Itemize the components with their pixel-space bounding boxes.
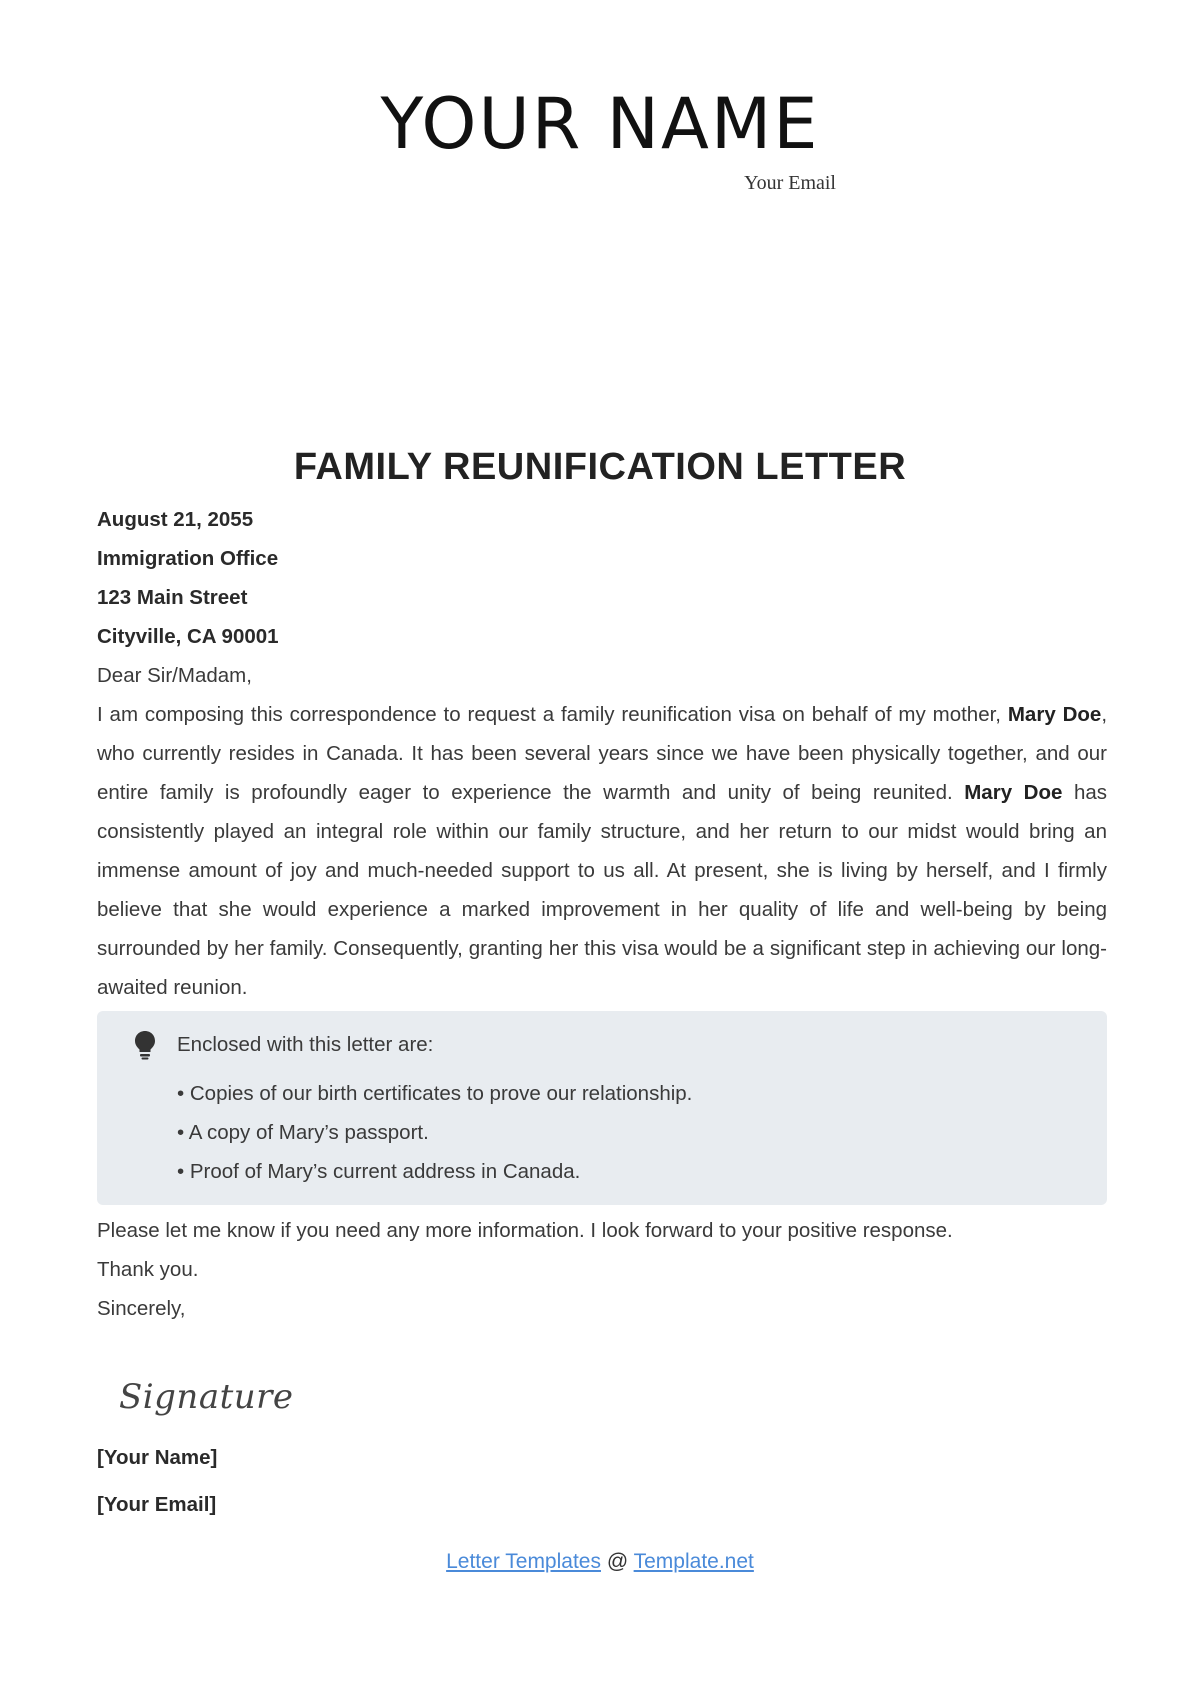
- list-item: • Copies of our birth certificates to prove our relationship.: [177, 1074, 1087, 1113]
- footer: [0, 1550, 1200, 1574]
- recipient-line: Immigration Office: [97, 547, 279, 570]
- letter-templates-link[interactable]: Letter Templates: [446, 1550, 601, 1573]
- list-item: • Proof of Mary’s current address in Canada.: [177, 1152, 1087, 1191]
- enclosures-list: [125, 1074, 1087, 1191]
- mother-name: Mary Doe: [964, 781, 1063, 804]
- signature: Signature: [119, 1377, 294, 1417]
- header-name: YOUR NAME: [380, 83, 820, 165]
- callout-heading: Enclosed with this letter are:: [177, 1033, 434, 1056]
- letter-content: [97, 500, 1107, 1524]
- body-text: I am composing this correspondence to request a family reunification visa on behalf of my mother,: [97, 703, 1008, 726]
- mother-name: Mary Doe: [1007, 703, 1102, 726]
- body-text: , who currently resides in Canada. It has been several years since we have been physically together, and our entire family is profoundly eager to experience the warmth and unity of being reunited.: [97, 703, 1108, 804]
- list-item: • A copy of Mary’s passport.: [177, 1113, 1087, 1152]
- body-paragraph: [97, 695, 1107, 1007]
- sign-off: Sincerely,: [97, 1297, 186, 1320]
- footer-separator: @: [606, 1550, 629, 1573]
- thanks-line: Thank you.: [97, 1258, 199, 1281]
- letter-title: FAMILY REUNIFICATION LETTER: [293, 446, 907, 488]
- salutation: Dear Sir/Madam,: [97, 664, 252, 687]
- enclosures-callout: [97, 1011, 1107, 1205]
- closing-paragraph: Please let me know if you need any more information. I look forward to your positive response.: [97, 1219, 953, 1242]
- body-text: has consistently played an integral role within our family structure, and her return to our midst would bring an immense amount of joy and much-needed support to us all. At present, she is living by herself, and I firmly believe that she would experience a marked improvement in her quality of life and well-being by being surrounded by her family. Consequently, granting her this visa would be a significant step in achieving our long-awaited reunion.: [97, 781, 1108, 999]
- header-email: Your Email: [744, 172, 836, 194]
- recipient-line: Cityville, CA 90001: [97, 625, 279, 648]
- sender-name: [Your Name]: [97, 1446, 218, 1469]
- template-net-link[interactable]: Template.net: [633, 1550, 754, 1573]
- recipient-line: 123 Main Street: [97, 586, 248, 609]
- letter-date: August 21, 2055: [97, 508, 254, 531]
- lightbulb-icon: [125, 1030, 165, 1060]
- sender-email: [Your Email]: [97, 1493, 217, 1516]
